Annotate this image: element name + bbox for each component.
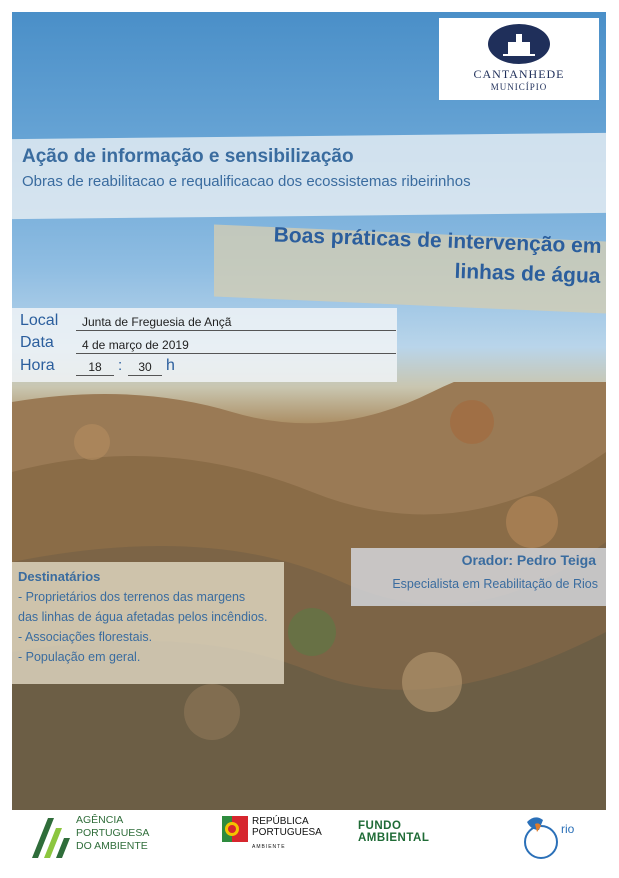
local-value: Junta de Freguesia de Ançã	[76, 315, 396, 331]
topic-line-1: Boas práticas de intervenção em	[273, 223, 602, 258]
apa-line-2: PORTUGUESA	[76, 827, 150, 839]
date-label: Data	[20, 334, 54, 351]
rp-line-1: REPÚBLICA	[252, 816, 309, 827]
cantanhede-logo	[439, 18, 599, 100]
logo-subtitle: MUNICÍPIO	[490, 82, 548, 92]
time-label: Hora	[20, 357, 55, 374]
rp-subtitle: AMBIENTE	[252, 844, 286, 850]
coat-of-arms-icon	[222, 816, 248, 842]
audience-item: - Associações florestais.	[18, 630, 153, 644]
time-hour: 18	[76, 360, 114, 376]
logo-name: CANTANHEDE	[473, 67, 565, 81]
event-title: Ação de informação e sensibilização	[22, 146, 354, 167]
time-separator: :	[118, 357, 123, 374]
apa-line-3: DO AMBIENTE	[76, 840, 148, 852]
kingfisher-icon	[517, 812, 563, 862]
audience-title: Destinatários	[18, 569, 101, 584]
fundo-ambiental-logo	[358, 820, 429, 844]
fa-line-2: AMBIENTAL	[358, 832, 430, 844]
time-minute: 30	[128, 360, 162, 376]
erio-text: rio	[561, 822, 575, 836]
date-value: 4 de março de 2019	[76, 338, 396, 354]
apa-leaf-icon	[26, 812, 74, 862]
event-subtitle: Obras de reabilitacao e requalificacao dos ecossistemas ribeirinhos	[22, 173, 471, 190]
erio-logo	[517, 810, 597, 870]
sponsor-footer	[12, 810, 606, 872]
time-unit: h	[166, 357, 175, 374]
topic-line-2: linhas de água	[454, 259, 601, 288]
audience-item: - Proprietários dos terrenos das margens	[18, 590, 246, 604]
republica-portuguesa-logo	[222, 814, 342, 864]
speaker-role: Especialista em Reabilitação de Rios	[392, 577, 598, 591]
church-emblem-icon	[488, 24, 550, 64]
poster-background	[12, 12, 606, 810]
local-label: Local	[20, 312, 59, 329]
apa-logo	[24, 810, 184, 870]
audience-item: das linhas de água afetadas pelos incêndios.	[18, 610, 268, 624]
rp-line-2: PORTUGUESA	[252, 827, 322, 838]
apa-line-1: AGÊNCIA	[76, 814, 124, 826]
speaker-name: Orador: Pedro Teiga	[461, 552, 596, 568]
audience-item: - População em geral.	[18, 650, 141, 664]
fa-line-1: FUNDO	[358, 820, 402, 832]
